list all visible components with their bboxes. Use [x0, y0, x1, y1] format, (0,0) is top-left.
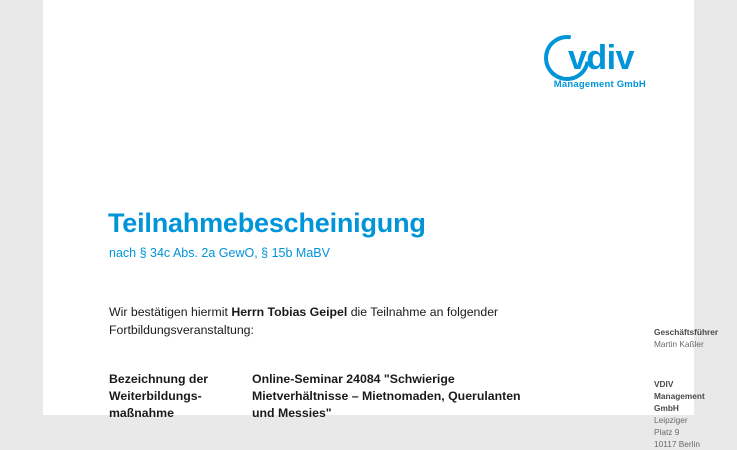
page-gutter-right: [694, 0, 737, 415]
vdiv-arc-logo-icon: [542, 33, 646, 95]
sidebar-management-heading: Geschäftsführer: [654, 327, 719, 337]
sidebar-company-name: VDIV Management GmbH: [654, 379, 705, 413]
certificate-page: [43, 0, 719, 449]
logo-subtitle: Management GmbH: [553, 79, 646, 90]
field-label-bezeichnung: Bezeichnung der Weiterbildungs-maßnahme: [109, 372, 209, 420]
page-subtitle: nach § 34c Abs. 2a GewO, § 15b MaBV: [109, 246, 330, 260]
participant-name: Herrn Tobias Geipel: [231, 305, 348, 319]
vdiv-logo: [542, 33, 652, 95]
sidebar-city: 10117 Berlin: [654, 439, 700, 449]
logo-wordmark: vdiv: [568, 39, 635, 77]
page-title: Teilnahmebescheinigung: [108, 208, 426, 238]
sidebar-management: [654, 326, 718, 350]
sidebar-address: [654, 378, 705, 450]
sidebar-management-name: Martin Kaßler: [654, 339, 704, 349]
sidebar-street: Leipziger Platz 9: [654, 415, 688, 437]
field-value-bezeichnung: Online-Seminar 24084 "Schwierige Mietverhältnisse – Mietnomaden, Querulanten und Messies": [252, 372, 521, 420]
page-gutter-left: [0, 0, 43, 415]
intro-before: Wir bestätigen hiermit: [109, 305, 232, 319]
intro-after: die Teilnahme an folgender Fortbildungsveranstaltung:: [109, 305, 499, 337]
intro-paragraph: [109, 303, 509, 339]
